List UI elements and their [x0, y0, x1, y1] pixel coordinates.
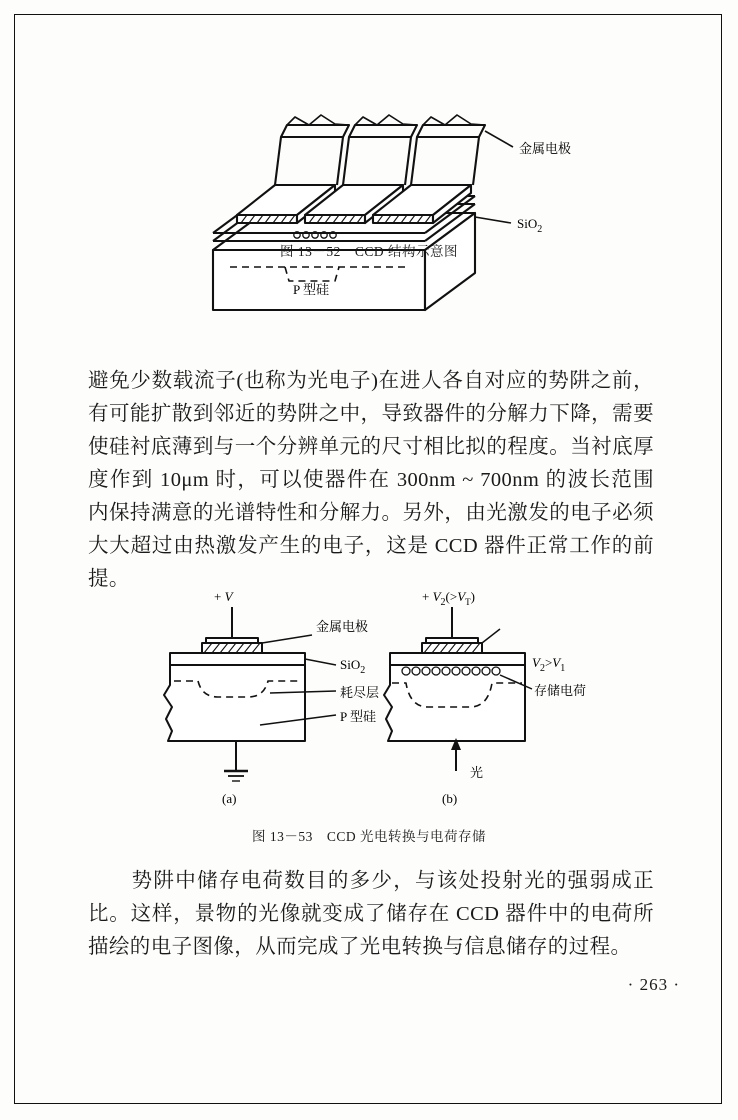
- label-sub-a: (a): [222, 791, 237, 806]
- label-depletion-layer: 耗尽层: [340, 685, 380, 700]
- page-number-decor-right: ·: [673, 975, 680, 994]
- figure-2-caption: 图 13－53 CCD 光电转换与电荷存储: [251, 829, 486, 844]
- page-number: [0, 975, 680, 995]
- label-light: 光: [470, 765, 484, 780]
- label-metal-electrode: 金属电极: [519, 141, 572, 156]
- body-paragraph-1: 避免少数载流子(也称为光电子)在进人各自对应的势阱之前，有可能扩散到邻近的势阱之中，导致器件的分解力下降，需要使硅衬底薄到与一个分辨单元的尺寸相比拟的程度。当衬底厚度作到 10μm 时，可以使器件在 300nm ~ 700nm 的波长范围内保持满意的光谱特性和分解力。另外，由光激发的电子必须大大超过由热激发产生的电子，这是 CCD 器件正常工作的前提。: [88, 370, 654, 590]
- label-sub-b: (b): [442, 791, 458, 806]
- label-p-silicon: P 型硅: [293, 282, 329, 297]
- label-bias-b: + $V_2(>V_T)$: [422, 589, 476, 608]
- label-voltage-relation: $V_2>V_1$: [532, 655, 566, 674]
- page-number-value: 263: [639, 975, 669, 994]
- label-p-silicon-2: P 型硅: [340, 709, 376, 724]
- label-metal-electrode-2: 金属电极: [316, 619, 369, 634]
- figure-ccd-structure-drawing: [175, 95, 575, 345]
- label-sio2: SiO$_2$: [517, 216, 543, 235]
- page-number-decor-left: ·: [627, 975, 635, 994]
- label-bias-a: + V: [214, 589, 233, 604]
- figure-1-caption: 图 13－52 CCD 结构示意图: [279, 244, 458, 259]
- body-paragraph-2: 势阱中储存电荷数目的多少，与该处投射光的强弱成正比。这样，景物的光像就变成了储存在 CCD 器件中的电荷所描绘的电子图像，从而完成了光电转换与信息储存的过程。: [88, 870, 654, 958]
- figure-ccd-structure: [175, 95, 575, 345]
- label-stored-charge: 存储电荷: [534, 683, 587, 698]
- figure-photoelectric-conversion: [140, 585, 610, 810]
- label-sio2-2: SiO$_2$: [340, 657, 366, 676]
- figure-photoelectric-conversion-drawing: [140, 585, 610, 810]
